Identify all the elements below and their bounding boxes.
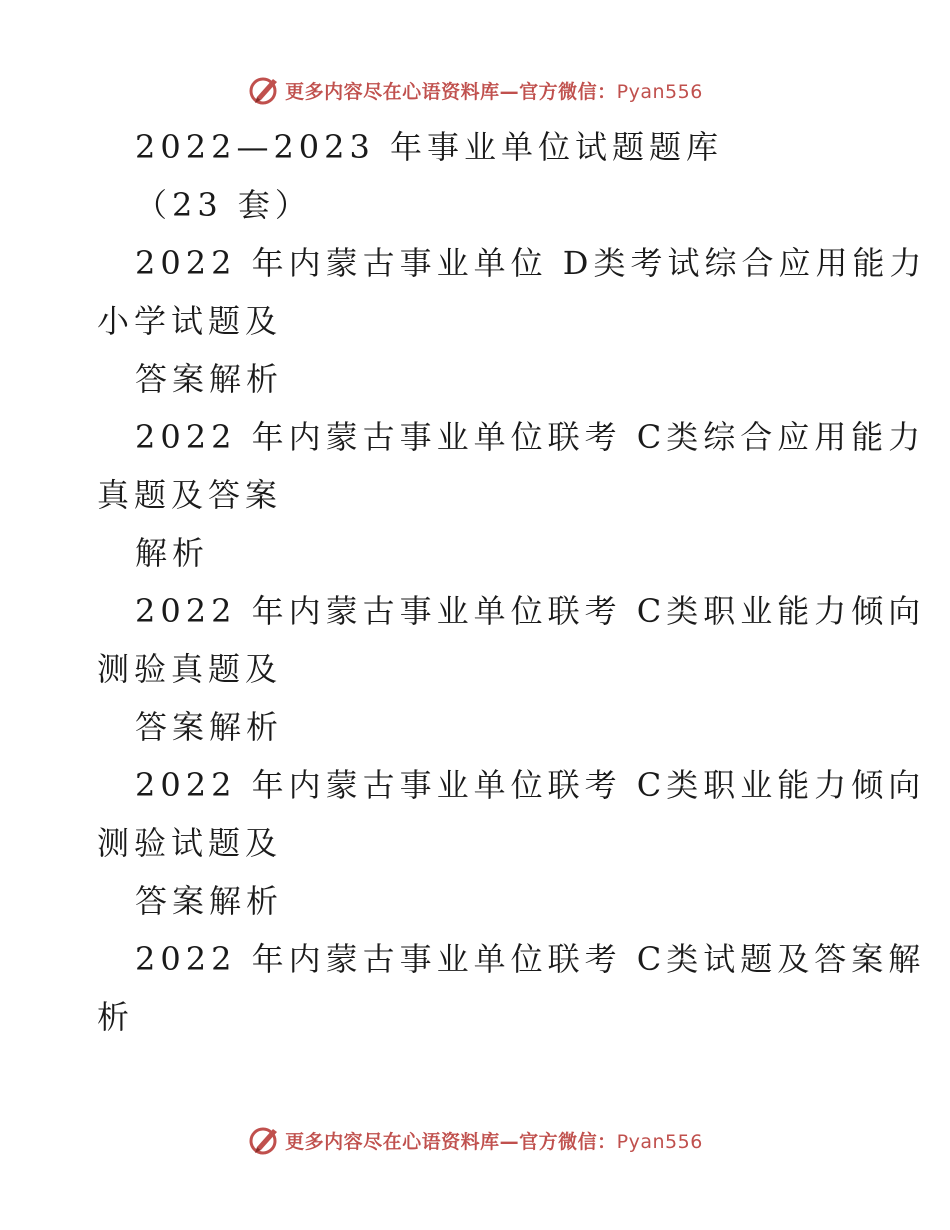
doc-line: 2022 年内蒙古事业单位联考 C类职业能力倾向 [135,592,926,630]
doc-line: 答案解析 [135,882,284,920]
doc-line: 2022 年内蒙古事业单位 D类考试综合应用能力 [135,244,927,282]
header-watermark [0,70,950,110]
footer-watermark [0,1120,950,1160]
pen-logo-icon [247,1123,281,1157]
doc-line: 真题及答案 [97,476,283,514]
doc-line: 答案解析 [135,708,284,746]
doc-line: 测验试题及 [97,824,283,862]
doc-line: 2022 年内蒙古事业单位联考 C类试题及答案解 [135,940,926,978]
watermark-handle: Pyan556 [616,80,703,103]
doc-line: 小学试题及 [97,302,283,340]
doc-line: 析 [97,998,135,1036]
doc-line: 解析 [135,534,210,572]
doc-subtitle-line: （23 套） [135,186,312,224]
watermark-handle: Pyan556 [616,1130,703,1153]
watermark-text: 更多内容尽在心语资料库—官方微信：Pyan556 [285,1130,703,1153]
document-body [97,118,927,1046]
doc-line: 测验真题及 [97,650,283,688]
doc-line: 答案解析 [135,360,284,398]
doc-title-line: 2022—2023 年事业单位试题题库 [135,128,724,166]
pen-logo-icon [247,73,281,107]
watermark-text: 更多内容尽在心语资料库—官方微信：Pyan556 [285,80,703,103]
doc-line: 2022 年内蒙古事业单位联考 C类职业能力倾向 [135,766,926,804]
doc-line: 2022 年内蒙古事业单位联考 C类综合应用能力 [135,418,926,456]
